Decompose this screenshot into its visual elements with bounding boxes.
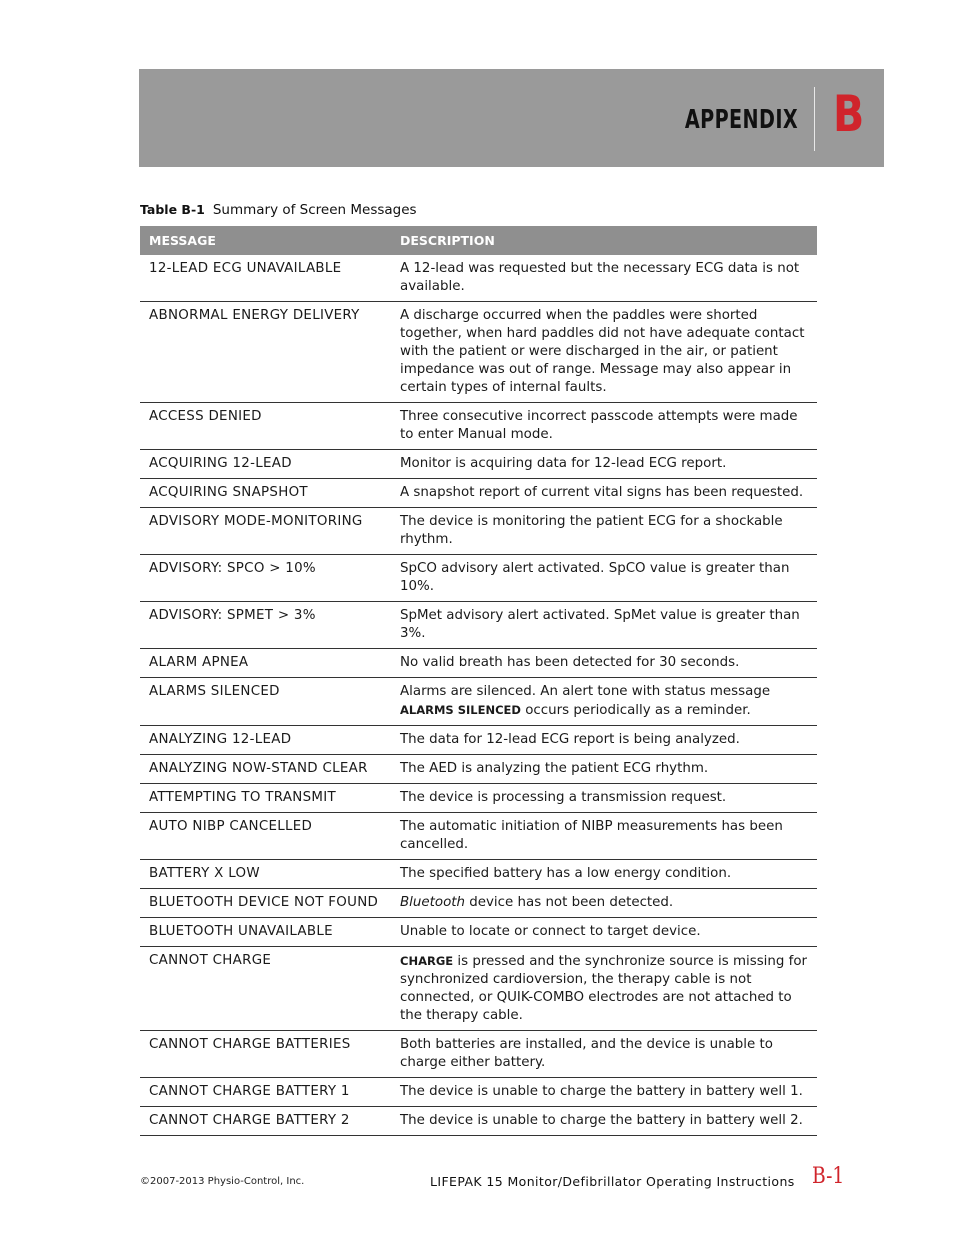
description-cell: The specified battery has a low energy condition. [391,860,817,889]
description-cell: Monitor is acquiring data for 12-lead ECG report. [391,450,817,479]
table-row [140,450,817,479]
appendix-banner [139,69,884,167]
table-header-row [140,226,817,255]
description-cell: The automatic initiation of NIBP measurements has been cancelled. [391,813,817,860]
description-cell: The device is unable to charge the battery in battery well 2. [391,1107,817,1136]
message-cell: ADVISORY: SPCO > 10% [140,555,391,602]
table-row [140,508,817,555]
table-row [140,678,817,726]
description-text: is pressed and the synchronize source is missing for synchronized cardioversion, the therapy cable is not connected, or QUIK-COMBO electrodes are not attached to the therapy cable. [400,954,808,1023]
description-cell: SpCO advisory alert activated. SpCO value is greater than 10%. [391,555,817,602]
message-cell: BLUETOOTH DEVICE NOT FOUND [140,889,391,918]
manual-title: LIFEPAK 15 Monitor/Defibrillator Operating Instructions [430,1174,795,1189]
table-row [140,479,817,508]
table-row [140,555,817,602]
description-cell [391,678,817,726]
description-cell: SpMet advisory alert activated. SpMet value is greater than 3%. [391,602,817,649]
description-text: Alarms are silenced. An alert tone with status message [400,684,771,699]
table-row [140,889,817,918]
appendix-heading: APPENDIX [684,105,798,135]
message-cell: BLUETOOTH UNAVAILABLE [140,918,391,947]
screen-messages-table [140,226,817,1136]
table-row [140,813,817,860]
message-cell: ALARMS SILENCED [140,678,391,726]
table-row [140,403,817,450]
message-cell: 12-LEAD ECG UNAVAILABLE [140,255,391,302]
column-header-message: MESSAGE [140,226,391,255]
description-text: device has not been detected. [465,895,674,910]
charge-key-keyword: CHARGE [400,954,454,968]
description-cell: The device is unable to charge the battery in battery well 1. [391,1078,817,1107]
message-cell: CANNOT CHARGE BATTERIES [140,1031,391,1078]
message-cell: CANNOT CHARGE BATTERY 2 [140,1107,391,1136]
description-cell: Both batteries are installed, and the device is unable to charge either battery. [391,1031,817,1078]
description-cell: Unable to locate or connect to target device. [391,918,817,947]
table-row [140,860,817,889]
description-text: occurs periodically as a reminder. [520,703,751,718]
table-row [140,649,817,678]
appendix-letter: B [833,85,865,143]
table-title: Summary of Screen Messages [212,202,417,218]
message-cell: ATTEMPTING TO TRANSMIT [140,784,391,813]
copyright-notice: ©2007-2013 Physio-Control, Inc. [140,1176,305,1187]
description-cell: A discharge occurred when the paddles were shorted together, when hard paddles did not have adequate contact with the patient or were discharged in the air, or patient impedance was out of range. Message may also appear in certain types of internal faults. [391,302,817,403]
page-number: B-1 [812,1164,845,1189]
table-row [140,784,817,813]
message-cell: ADVISORY MODE-MONITORING [140,508,391,555]
description-cell: A 12-lead was requested but the necessary ECG data is not available. [391,255,817,302]
description-italic-text: Bluetooth [400,895,466,910]
message-cell: ACQUIRING SNAPSHOT [140,479,391,508]
description-cell: The data for 12-lead ECG report is being analyzed. [391,726,817,755]
message-cell: ACQUIRING 12-LEAD [140,450,391,479]
message-cell: ANALYZING 12-LEAD [140,726,391,755]
table-row [140,918,817,947]
message-cell: ALARM APNEA [140,649,391,678]
message-cell: ACCESS DENIED [140,403,391,450]
description-cell: No valid breath has been detected for 30 seconds. [391,649,817,678]
status-message-keyword: ALARMS SILENCED [400,703,521,717]
banner-divider [814,87,815,151]
table-row [140,1107,817,1136]
description-cell: The device is processing a transmission request. [391,784,817,813]
table-row [140,755,817,784]
table-row [140,302,817,403]
description-cell: The AED is analyzing the patient ECG rhythm. [391,755,817,784]
table-row [140,255,817,302]
message-cell: AUTO NIBP CANCELLED [140,813,391,860]
table-row [140,947,817,1031]
description-cell: The device is monitoring the patient ECG for a shockable rhythm. [391,508,817,555]
table-row [140,602,817,649]
table-row [140,1078,817,1107]
description-cell [391,947,817,1031]
message-cell: CANNOT CHARGE BATTERY 1 [140,1078,391,1107]
description-cell: Three consecutive incorrect passcode attempts were made to enter Manual mode. [391,403,817,450]
table-caption [140,202,417,218]
message-cell: BATTERY X LOW [140,860,391,889]
table-row [140,1031,817,1078]
description-cell: A snapshot report of current vital signs has been requested. [391,479,817,508]
description-cell [391,889,817,918]
message-cell: ADVISORY: SPMET > 3% [140,602,391,649]
message-cell: ABNORMAL ENERGY DELIVERY [140,302,391,403]
message-cell: ANALYZING NOW-STAND CLEAR [140,755,391,784]
table-number: Table B-1 [140,202,205,217]
message-cell: CANNOT CHARGE [140,947,391,1031]
column-header-description: DESCRIPTION [391,226,817,255]
table-row [140,726,817,755]
